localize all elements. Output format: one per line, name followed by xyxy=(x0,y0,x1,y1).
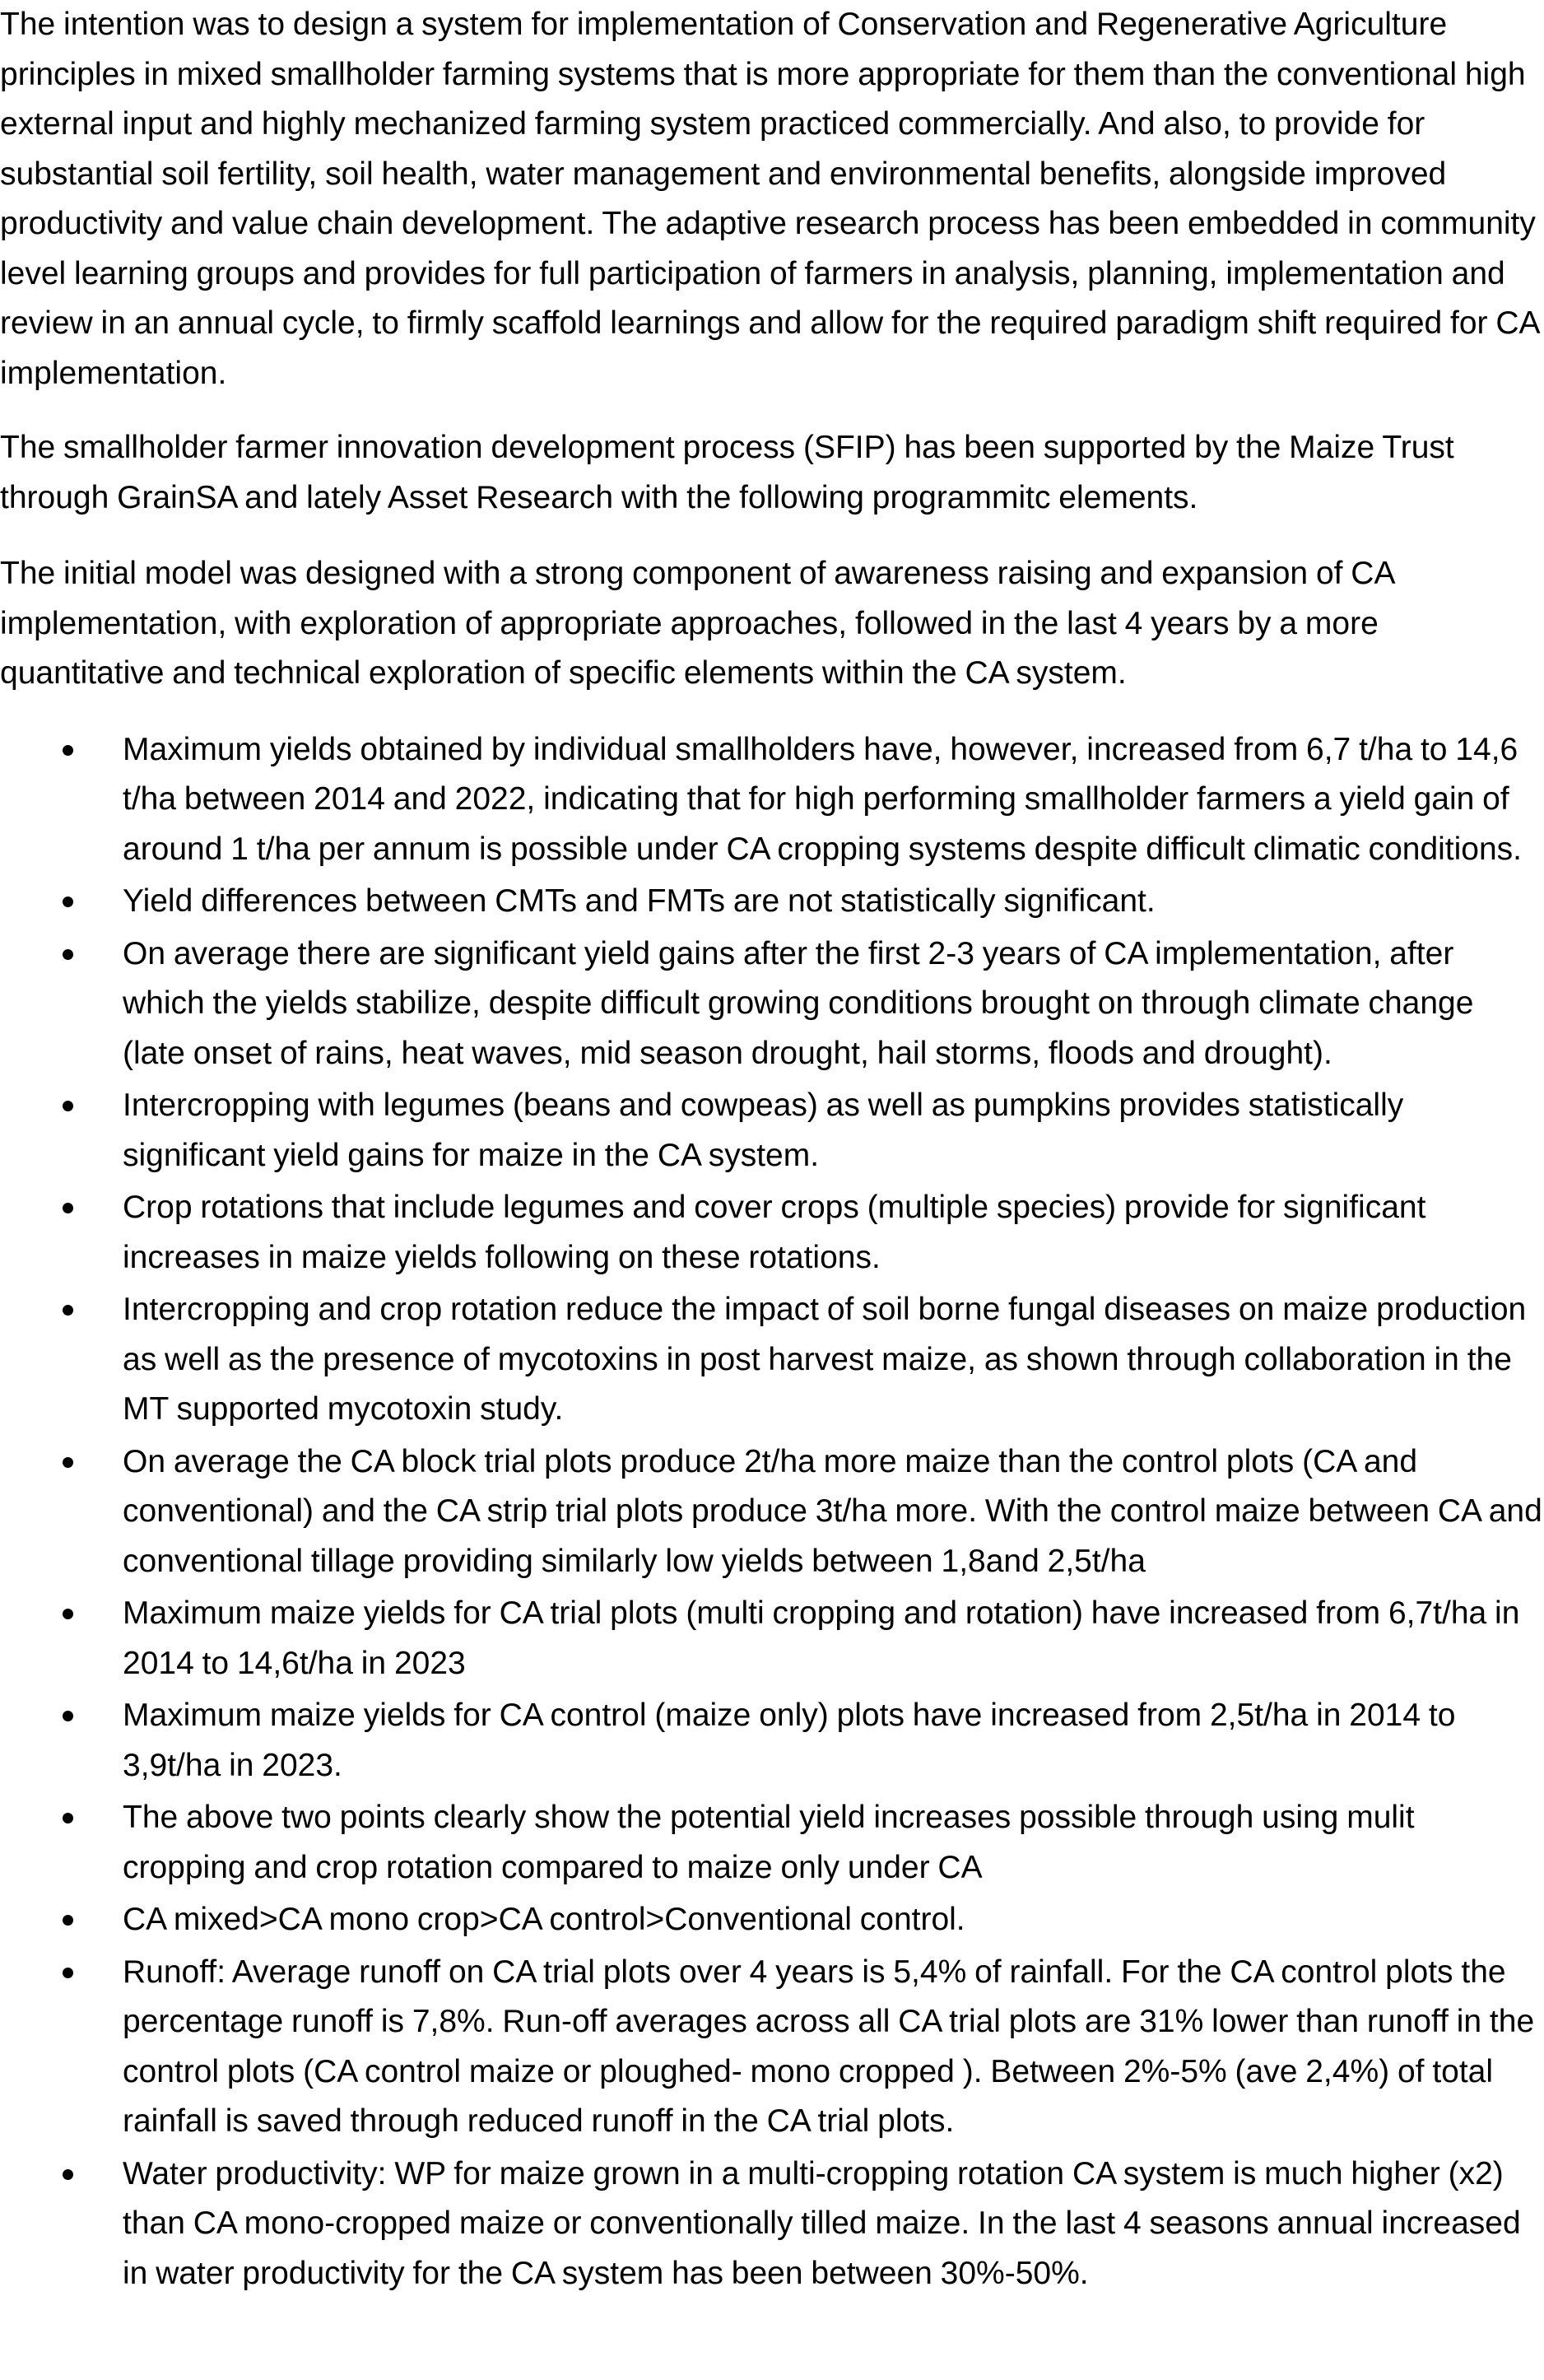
list-item-text: Crop rotations that include legumes and cover crops (multiple species) provide for significant increases in maize yields following on these rotations. xyxy=(123,1190,1426,1275)
list-item-text: Maximum yields obtained by individual smallholders have, however, increased from 6,7 t/ha to 14,6 t/ha between 2014 and 2022, indicating that for high performing smallholder farmers a yield gain of around 1 t/ha per annum is possible under CA cropping systems despite difficult climatic conditions. xyxy=(123,731,1523,867)
list-item-text: Runoff: Average runoff on CA trial plots over 4 years is 5,4% of rainfall. For the CA control plots the percentage runoff is 7,8%. Run-off averages across all CA trial plots are 31% lower than runoff in the control plots (CA control maize or ploughed- mono cropped ). Between 2%-5% (ave 2,4%) of total rainfall is saved through reduced runoff in the CA trial plots. xyxy=(123,1954,1535,2139)
list-item xyxy=(0,1081,1542,1181)
list-item-text: Yield differences between CMTs and FMTs are not statistically significant. xyxy=(123,883,1156,919)
list-item-text: Maximum maize yields for CA trial plots (multi cropping and rotation) have increased from 6,7t/ha in 2014 to 14,6t/ha in 2023 xyxy=(123,1595,1520,1681)
bullet-icon xyxy=(63,1711,73,1721)
list-item xyxy=(0,1948,1542,2147)
initial-model-paragraph: The initial model was designed with a strong component of awareness raising and expansion of CA implementation, with exploration of appropriate approaches, followed in the last 4 years by a more quantitative and technical exploration of specific elements within the CA system. xyxy=(0,556,1394,691)
list-item xyxy=(0,1183,1542,1283)
findings-list xyxy=(0,725,1542,2299)
sfip-paragraph: The smallholder farmer innovation development process (SFIP) has been supported by the Maize Trust through GrainSA and lately Asset Research with the following programmitc elements. xyxy=(0,430,1454,515)
list-item xyxy=(0,929,1542,1079)
list-item xyxy=(0,1589,1542,1688)
list-item xyxy=(0,1437,1542,1587)
bullet-icon xyxy=(63,1813,73,1823)
list-item-text: Intercropping and crop rotation reduce the impact of soil borne fungal diseases on maize production as well as the presence of mycotoxins in post harvest maize, as shown through collaboration in the MT supported mycotoxin study. xyxy=(123,1292,1527,1427)
list-item xyxy=(0,1691,1542,1791)
list-item xyxy=(0,1793,1542,1893)
list-item xyxy=(0,877,1542,927)
bullet-icon xyxy=(63,745,73,756)
list-item-text: Water productivity: WP for maize grown in a multi-cropping rotation CA system is much higher (x2) than CA mono-cropped maize or conventionally tilled maize. In the last 4 seasons annual increased in water productivity for the CA system has been between 30%-50%. xyxy=(123,2155,1521,2291)
list-item-text: On average the CA block trial plots produce 2t/ha more maize than the control plots (CA and conventional) and the CA strip trial plots produce 3t/ha more. With the control maize between CA and conventional tillage providing similarly low yields between 1,8and 2,5t/ha xyxy=(123,1443,1542,1579)
list-item xyxy=(0,1285,1542,1435)
list-item-text: CA mixed>CA mono crop>CA control>Conventional control. xyxy=(123,1902,965,1937)
bullet-icon xyxy=(63,1915,73,1926)
list-item-text: Maximum maize yields for CA control (maize only) plots have increased from 2,5t/ha in 2014 to 3,9t/ha in 2023. xyxy=(123,1698,1456,1783)
bullet-icon xyxy=(63,897,73,907)
bullet-icon xyxy=(63,949,73,960)
bullet-icon xyxy=(63,1609,73,1619)
bullet-icon xyxy=(63,2169,73,2180)
bullet-icon xyxy=(63,1203,73,1213)
list-item xyxy=(0,2149,1542,2299)
bullet-icon xyxy=(63,1101,73,1111)
list-item xyxy=(0,1895,1542,1945)
bullet-icon xyxy=(63,1305,73,1316)
intro-paragraph: The intention was to design a system for implementation of Conservation and Regenerative Agriculture principles in mixed smallholder farming systems that is more appropriate for them than the conventional high external input and highly mechanized farming system practiced commercially. And also, to provide for substantial soil fertility, soil health, water management and environmental benefits, alongside improved productivity and value chain development. The adaptive research process has been embedded in community level learning groups and provides for full participation of farmers in analysis, planning, implementation and review in an annual cycle, to firmly scaffold learnings and allow for the required paradigm shift required for CA implementation. xyxy=(0,7,1539,391)
bullet-icon xyxy=(63,1457,73,1468)
list-item-text: The above two points clearly show the potential yield increases possible through using mulit cropping and crop rotation compared to maize only under CA xyxy=(123,1800,1415,1885)
list-item-text: On average there are significant yield gains after the first 2-3 years of CA implementation, after which the yields stabilize, despite difficult growing conditions brought on through climate change (late onset of rains, heat waves, mid season drought, hail storms, floods and drought). xyxy=(123,935,1474,1071)
list-item xyxy=(0,725,1542,875)
list-item-text: Intercropping with legumes (beans and cowpeas) as well as pumpkins provides statistically significant yield gains for maize in the CA system. xyxy=(123,1088,1404,1173)
bullet-icon xyxy=(63,1968,73,1978)
